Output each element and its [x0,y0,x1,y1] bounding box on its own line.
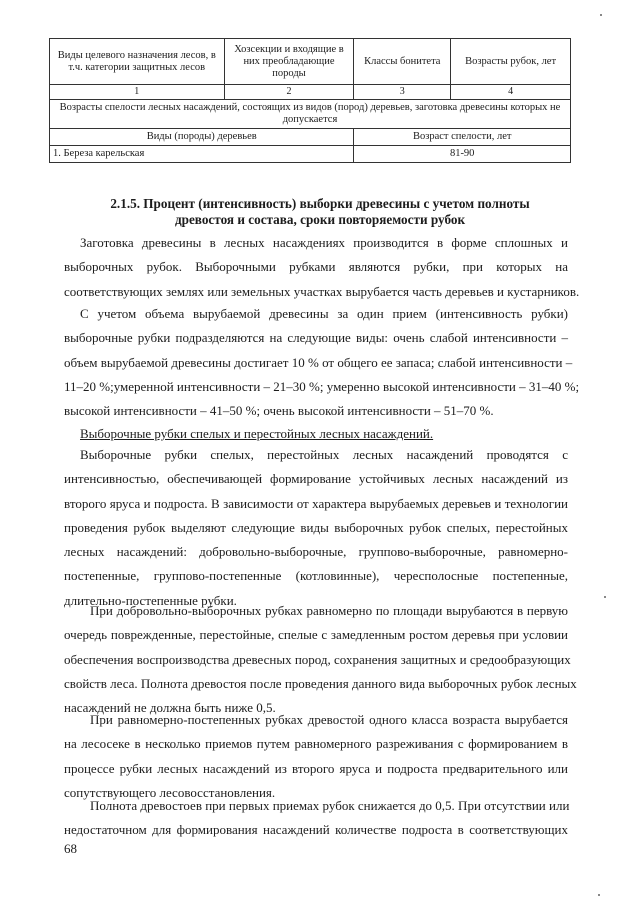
table-subheader-row [50,129,571,146]
text-line: проведения рубок выделяют следующие виды выборочных рубок спелых, перестойных [64,519,568,535]
table-header-row [50,39,571,85]
text-line: недостаточном для формирования насаждений количестве подроста в соответствующих [64,822,568,838]
table-number-row [50,85,571,100]
table-subheader-cell: Возраст спелости, лет [354,129,571,146]
text-line: 11–20 %;умеренной интенсивности – 21–30 %; умеренно высокой интенсивности – 31–40 %; [64,378,580,394]
section-heading-line: древостоя и состава, сроки повторяемости рубок [174,212,466,227]
table-header-cell: Классы бонитета [354,39,451,85]
paragraph-6 [64,794,568,843]
paragraph-5 [64,708,568,805]
table-header-cell: Виды целевого назначения лесов, в т.ч. категории защитных лесов [50,39,225,85]
text-line: соответствующих землях или земельных участках вырубается часть деревьев и кустарников. [64,283,580,299]
text-line: постепенные, группово-постепенные (котловинные), чересполосные постепенные, [64,568,568,584]
cutting-age-table [49,38,571,163]
text-line: свойств леса. Полнота древостоя после проведения данного вида выборочных рубок лесных [64,675,577,691]
text-line: С учетом объема вырубаемой древесины за один прием (интенсивность рубки) [80,306,568,321]
table-header-cell: Хозсекции и входящие в них преобладающие породы [224,39,354,85]
scan-speck [604,596,606,598]
text-line: При добровольно-выборочных рубках равномерно по площади вырубаются в первую [90,603,568,618]
page-number: 68 [64,841,77,856]
table-header-cell: Возрасты рубок, лет [451,39,571,85]
text-line: Полнота древостоев при первых приемах рубок снижается до 0,5. При отсутствии или [90,798,570,813]
text-line: на лесосеке в несколько приемов путем равномерного разреживания с формированием в [64,736,568,752]
table-number-cell: 1 [50,85,225,100]
text-line: лесных насаждений: добровольно-выборочные, группово-выборочные, равномерно- [64,544,568,560]
table-cell-species: 1. Береза карельская [50,146,354,163]
table-number-cell: 3 [354,85,451,100]
text-line: обеспечения воспроизводства древесных пород, сохранения защитных и средообразующих [64,651,571,667]
text-line: интенсивностью, обеспечивающей формирование устойчивых лесных насаждений из [64,471,568,487]
text-line: При равномерно-постепенных рубках древостой одного класса возраста вырубается [90,712,568,727]
text-line: Заготовка древесины в лесных насаждениях производится в форме сплошных и [80,235,568,250]
text-line: выборочных рубок. Выборочными рубками являются рубки, при которых на [64,259,568,275]
paragraph-3 [64,443,568,613]
section-heading [80,196,560,228]
subheading: Выборочные рубки спелых и перестойных лесных насаждений. [80,426,434,441]
scan-speck [600,14,602,16]
text-line: высокой интенсивности – 41–50 %; очень высокой интенсивности – 51–70 %. [64,403,494,419]
text-line: очередь поврежденные, перестойные, спелые с замедленным ростом деревья при условии [64,627,568,643]
table-number-cell: 4 [451,85,571,100]
table-row [50,146,571,163]
paragraph-2 [64,302,580,423]
text-line: объем вырубаемой древесины достигает 10 % от общего ее запаса; слабой интенсивности – [64,354,573,370]
scan-speck [598,894,600,896]
text-line: Выборочные рубки спелых, перестойных лесных насаждений проводятся с [80,447,568,462]
paragraph-4 [64,599,577,720]
table-subheader-cell: Виды (породы) деревьев [50,129,354,146]
text-line: процессе рубки лесных насаждений из второго яруса и подроста предварительного или [64,760,568,776]
text-line: насаждений не должна быть ниже 0,5. [64,700,276,716]
table-span-row [50,100,571,129]
text-line: сопутствующего лесовосстановления. [64,784,276,800]
table-cell-age: 81-90 [354,146,571,163]
text-line: длительно-постепенные рубки. [64,592,237,608]
paragraph-1 [64,231,580,304]
text-line: выборочные рубки подразделяются на следующие виды: очень слабой интенсивности – [64,330,568,346]
table-span-title: Возрасты спелости лесных насаждений, состоящих из видов (пород) деревьев, заготовка древесины которых не допускается [50,100,571,129]
section-heading-line: 2.1.5. Процент (интенсивность) выборки древесины с учетом полноты [110,196,530,211]
text-line: второго яруса и подроста. В зависимости от характера вырубаемых деревьев и технологии [64,495,568,511]
table-number-cell: 2 [224,85,354,100]
